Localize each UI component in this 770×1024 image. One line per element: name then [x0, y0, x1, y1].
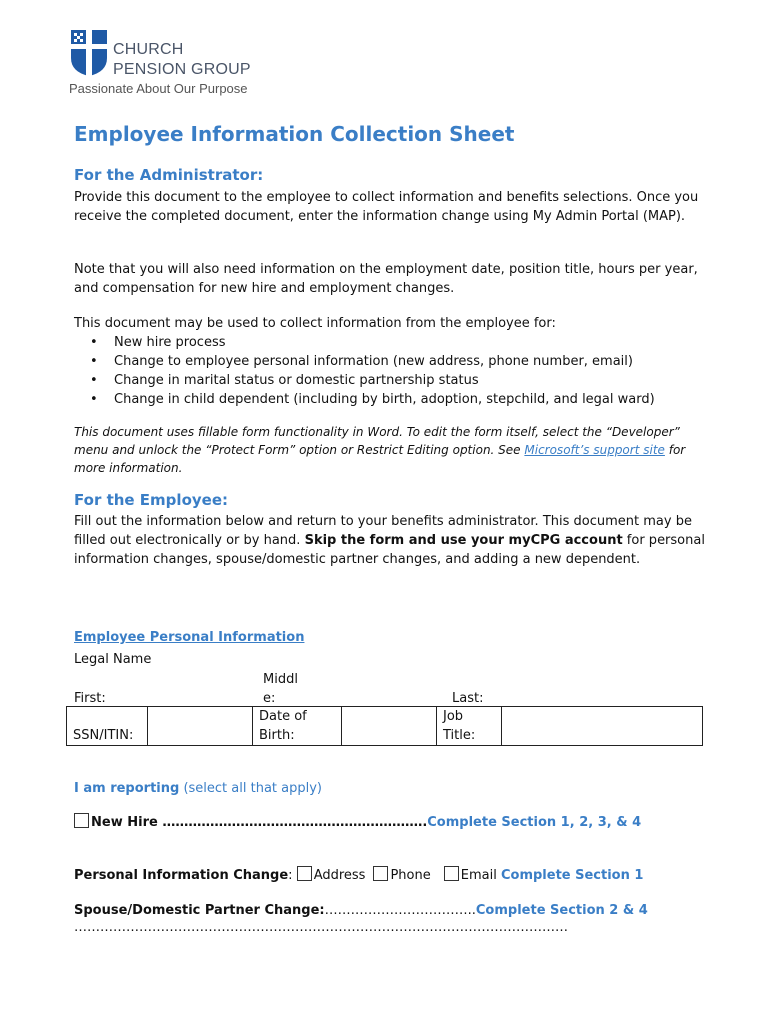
new-hire-label: New Hire	[91, 815, 158, 830]
middle-label-line2: e:	[263, 691, 276, 706]
ssn-label: SSN/ITIN:	[67, 707, 148, 746]
address-option-label: Address	[313, 868, 366, 883]
logo	[69, 28, 269, 98]
pic-section-note: Complete Section 1	[500, 868, 644, 883]
dob-field[interactable]	[342, 707, 437, 746]
list-item: • Change in marital status or domestic partnership status	[74, 371, 714, 390]
list-item: • Change in child dependent (including by birth, adoption, stepchild, and legal ward)	[74, 390, 714, 409]
email-option-label: Email	[460, 868, 497, 883]
reporting-heading-bold: I am reporting	[74, 781, 180, 796]
page-title: Employee Information Collection Sheet	[74, 122, 515, 146]
dob-label-line1: Date of	[259, 709, 307, 724]
note-text-end: for more information.	[74, 443, 686, 475]
pic-label: Personal Information Change	[74, 868, 289, 883]
new-hire-checkbox[interactable]	[74, 813, 89, 828]
dob-label-line2: Birth:	[259, 728, 295, 743]
logo-tagline: Passionate About Our Purpose	[69, 81, 248, 96]
list-item: • Change to employee personal information (new address, phone number, email)	[74, 352, 714, 371]
microsoft-support-link[interactable]: Microsoft’s support site	[524, 443, 665, 457]
new-hire-section-note: Complete Section 1, 2, 3, & 4	[427, 815, 642, 830]
pic-colon: :	[288, 868, 297, 883]
employee-paragraph	[74, 512, 709, 569]
spouse-label: Spouse/Domestic Partner Change:	[74, 903, 325, 918]
first-name-label: First:	[74, 691, 106, 706]
reporting-heading	[74, 779, 322, 798]
address-checkbox[interactable]	[297, 866, 312, 881]
job-title-field[interactable]	[502, 707, 703, 746]
personal-info-heading: Employee Personal Information	[74, 630, 305, 645]
employee-text: Fill out the information below and return to your benefits administrator. This document may be filled out electronically or by hand.	[74, 514, 692, 548]
employee-heading: For the Employee:	[74, 491, 228, 509]
admin-paragraph-3: This document may be used to collect information from the employee for:	[74, 316, 556, 331]
new-hire-leader-dots: …………………………………………………….	[157, 815, 428, 830]
last-name-label: Last:	[452, 691, 484, 706]
job-label-line1: Job	[443, 709, 464, 724]
job-title-label	[437, 707, 502, 746]
admin-heading: For the Administrator:	[74, 166, 264, 184]
reporting-heading-rest: (select all that apply)	[179, 781, 322, 796]
list-item: • New hire process	[74, 333, 714, 352]
logo-text-church: CHURCH	[113, 41, 184, 58]
employee-text-end: for personal information changes, spouse/domestic partner changes, and adding a new dependent.	[74, 533, 705, 567]
middle-name-label	[263, 670, 298, 708]
logo-text-pension-group: PENSION GROUP	[113, 61, 251, 78]
ssn-field[interactable]	[148, 707, 253, 746]
cpg-cross-shield-icon	[69, 28, 109, 78]
admin-paragraph-2: Note that you will also need information on the employment date, position title, hours per year, and compensation for new hire and employment changes.	[74, 262, 698, 296]
fillable-form-note	[74, 423, 714, 477]
note-text: This document uses fillable form functionality in Word. To edit the form itself, select the “Developer” menu and unlock the “Protect Form” option or Restrict Editing option. See	[74, 425, 680, 457]
personal-info-change-row	[74, 866, 714, 885]
phone-checkbox[interactable]	[373, 866, 388, 881]
new-hire-row	[74, 813, 704, 832]
personal-info-table	[66, 706, 703, 746]
trailing-leader-dots: ……………………………………………………………………………………………………	[74, 920, 568, 935]
email-checkbox[interactable]	[444, 866, 459, 881]
job-label-line2: Title:	[443, 728, 476, 743]
legal-name-label: Legal Name	[74, 652, 152, 667]
middle-label-line1: Middl	[263, 672, 298, 687]
phone-option-label: Phone	[390, 868, 431, 883]
dob-label	[253, 707, 342, 746]
spouse-section-note: Complete Section 2 & 4	[475, 903, 648, 918]
spouse-leader-dots: ……………………………..	[324, 903, 476, 918]
admin-bullet-list	[74, 333, 714, 409]
admin-paragraph-1: Provide this document to the employee to collect information and benefits selections. Once you receive the completed document, enter the information change using My Admin Portal (MAP).	[74, 190, 699, 224]
employee-text-bold: Skip the form and use your myCPG account	[304, 533, 623, 548]
